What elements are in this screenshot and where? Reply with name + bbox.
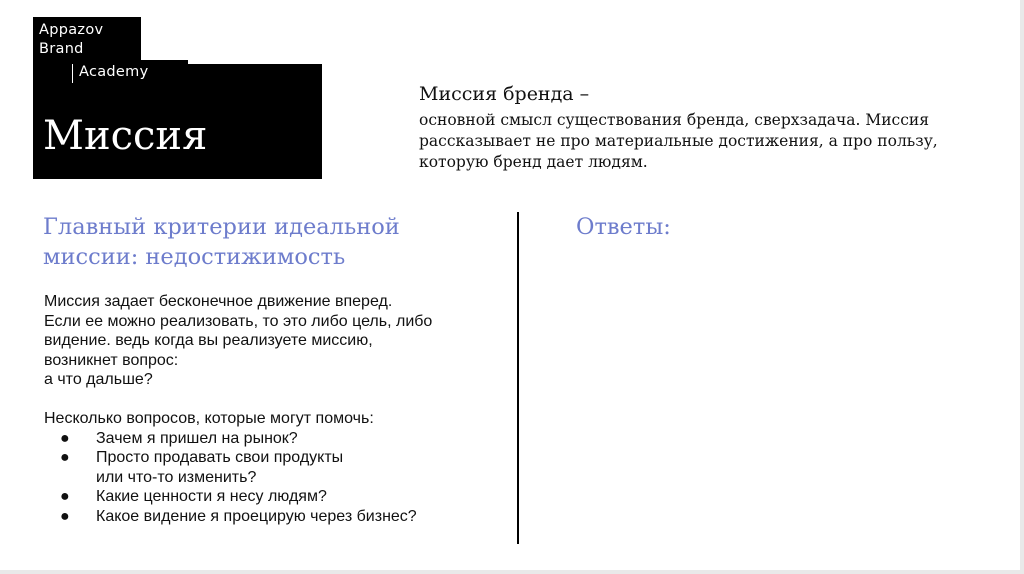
logo-divider xyxy=(72,64,73,83)
column-divider xyxy=(517,212,519,544)
criteria-body xyxy=(44,292,504,526)
paragraph-gap xyxy=(44,390,504,410)
definition-line: которую бренд дает людям. xyxy=(419,153,648,171)
list-item xyxy=(44,487,504,507)
question-text: Какие ценности я несу людям? xyxy=(96,488,327,505)
question-text: Зачем я пришел на рынок? xyxy=(96,429,298,447)
question-text: или что-то изменить? xyxy=(96,468,257,486)
logo-line-3: Academy xyxy=(79,64,149,80)
definition-line: рассказывает не про материальные достижения, а про пользу, xyxy=(419,132,938,150)
list-item xyxy=(44,429,504,449)
slide-edge-bottom xyxy=(0,570,1024,574)
list-item xyxy=(44,448,504,468)
answers-heading: Ответы: xyxy=(576,214,671,240)
paragraph-line: возникнет вопрос: xyxy=(44,351,179,369)
bullet-icon: ● xyxy=(60,429,70,447)
list-item-continuation xyxy=(44,468,504,488)
definition-line: основной смысл существования бренда, сверхзадача. Миссия xyxy=(419,111,930,129)
paragraph-line: а что дальше? xyxy=(44,371,153,388)
questions-list xyxy=(44,429,504,527)
logo-line-1: Appazov xyxy=(39,22,104,38)
slide-edge-right xyxy=(1020,0,1024,574)
bullet-icon: ● xyxy=(60,507,70,525)
questions-intro: Несколько вопросов, которые могут помочь: xyxy=(44,410,374,427)
paragraph-line: видение. ведь когда вы реализуете миссию, xyxy=(44,332,373,349)
criteria-title-line: миссии: недостижимость xyxy=(43,244,346,270)
question-text: Какое видение я проецирую через бизнес? xyxy=(96,507,417,525)
criteria-title xyxy=(43,212,463,272)
question-text: Просто продавать свои продукты xyxy=(96,449,344,466)
bullet-icon: ● xyxy=(60,488,70,505)
slide-title: Миссия xyxy=(43,113,208,159)
logo-line-2: Brand xyxy=(39,41,84,57)
criteria-title-line: Главный критерии идеальной xyxy=(43,214,400,240)
paragraph-line: Если ее можно реализовать, то это либо цель, либо xyxy=(44,312,433,330)
definition-text xyxy=(419,110,964,173)
bullet-icon: ● xyxy=(60,449,70,466)
definition-heading: Миссия бренда – xyxy=(419,83,590,105)
list-item xyxy=(44,507,504,527)
paragraph-line: Миссия задает бесконечное движение вперед. xyxy=(44,293,393,310)
